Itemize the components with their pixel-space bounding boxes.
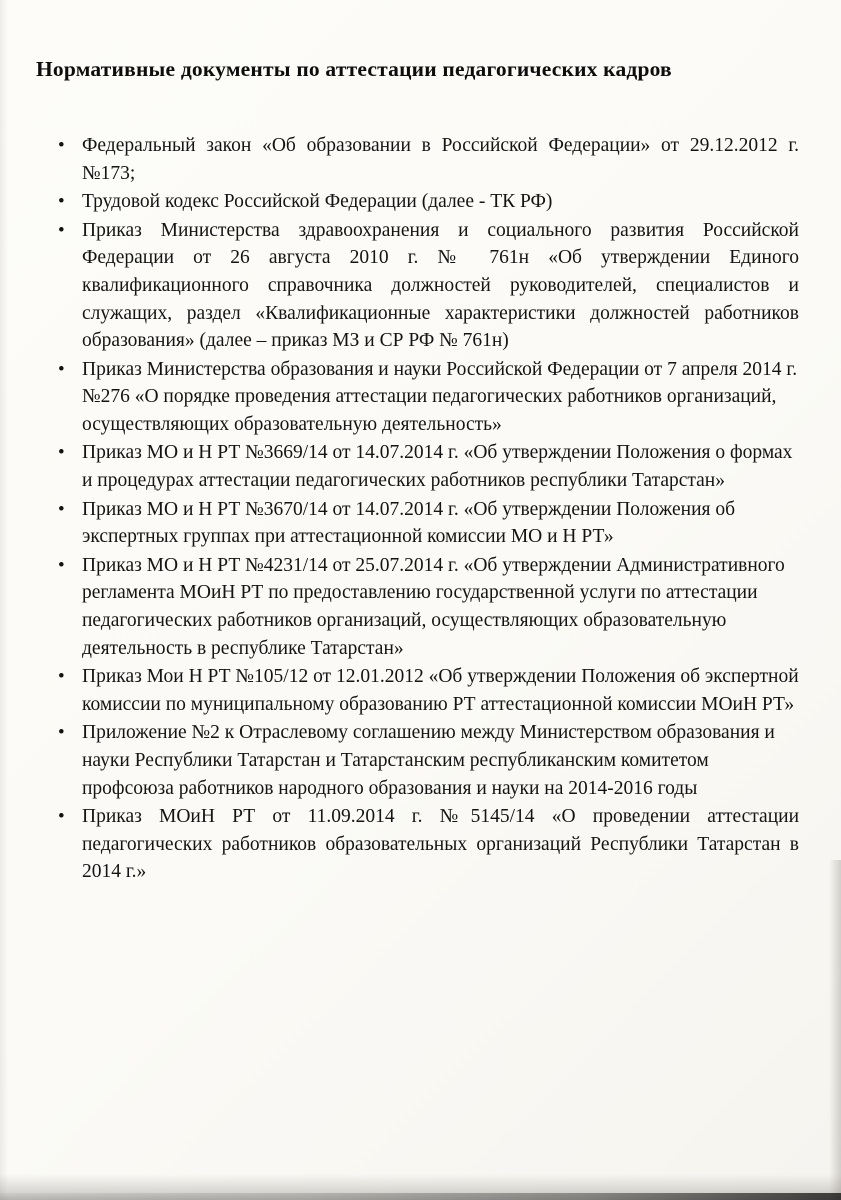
list-item-text: Приказ Мои Н РТ №105/12 от 12.01.2012 «Об утверждении Положения об экспертной комиссии по муниципальному образованию РТ аттестационной комиссии МОиН РТ» xyxy=(82,666,799,715)
bullet-icon: • xyxy=(58,498,65,520)
list-item xyxy=(56,552,799,662)
bullet-icon: • xyxy=(58,191,65,213)
bullet-icon: • xyxy=(58,666,65,688)
bullet-icon: • xyxy=(58,442,65,464)
list-item-text: Трудовой кодекс Российской Федерации (далее - ТК РФ) xyxy=(82,191,553,213)
document-list xyxy=(0,84,841,886)
scan-bottom-shade xyxy=(0,1174,841,1200)
bullet-icon: • xyxy=(58,722,65,744)
scan-right-shade xyxy=(829,860,841,1200)
list-item xyxy=(56,496,799,551)
list-item xyxy=(56,132,799,187)
bullet-icon: • xyxy=(58,358,65,380)
page-title: Нормативные документы по аттестации педагогических кадров xyxy=(36,57,672,81)
list-item xyxy=(56,188,799,216)
scan-bottom-edge xyxy=(0,1193,841,1200)
list-item xyxy=(56,217,799,355)
list-item-text: Приказ МО и Н РТ №3670/14 от 14.07.2014 г. «Об утверждении Положения об экспертных группах при аттестационной комиссии МО и Н РТ» xyxy=(82,498,736,548)
list-item-text: Приказ МОиН РТ от 11.09.2014 г. №5145/14 «О проведении аттестации педагогических работников образовательных организаций Республики Татарстан в 2014 г.» xyxy=(82,806,799,883)
list-item xyxy=(56,663,799,718)
list-item-text: Приказ МО и Н РТ №4231/14 от 25.07.2014 г. «Об утверждении Административного регламента МОиН РТ по предоставлению государственной услуги по аттестации педагогических работников организаций, осуществляющих образовательную деятельность в республике Татарстан» xyxy=(82,554,785,659)
bullet-icon: • xyxy=(58,806,65,828)
list-item xyxy=(56,803,799,886)
list-item-text: Приложение №2 к Отраслевому соглашению между Министерством образования и науки Республики Татарстан и Татарстанским республиканским комитетом профсоюза работников народного образования и науки на 2014-2016 годы xyxy=(82,722,775,799)
list-item xyxy=(56,439,799,494)
bullet-icon: • xyxy=(58,134,65,156)
list-item-text: Федеральный закон «Об образовании в Российской Федерации» от 29.12.2012 г. №173; xyxy=(82,134,799,184)
bullet-icon: • xyxy=(58,554,65,576)
bullet-icon: • xyxy=(58,219,65,241)
list-item xyxy=(56,356,799,439)
list-item xyxy=(56,719,799,802)
list-item-text: Приказ Министерства образования и науки Российской Федерации от 7 апреля 2014 г. №276 «О порядке проведения аттестации педагогических работников организаций, осуществляющих образовательную деятельность» xyxy=(82,358,798,435)
list-item-text: Приказ Министерства здравоохранения и социального развития Российской Федерации от 26 августа 2010 г. № 761н «Об утверждении Единого квалификационного справочника должностей руководителей, специалистов и служащих, раздел «Квалификационные характеристики должностей работников образования» (далее – приказ МЗ и СР РФ № 761н) xyxy=(82,219,799,352)
list-item-text: Приказ МО и Н РТ №3669/14 от 14.07.2014 г. «Об утверждении Положения о формах и процедурах аттестации педагогических работников республики Татарстан» xyxy=(82,442,793,492)
